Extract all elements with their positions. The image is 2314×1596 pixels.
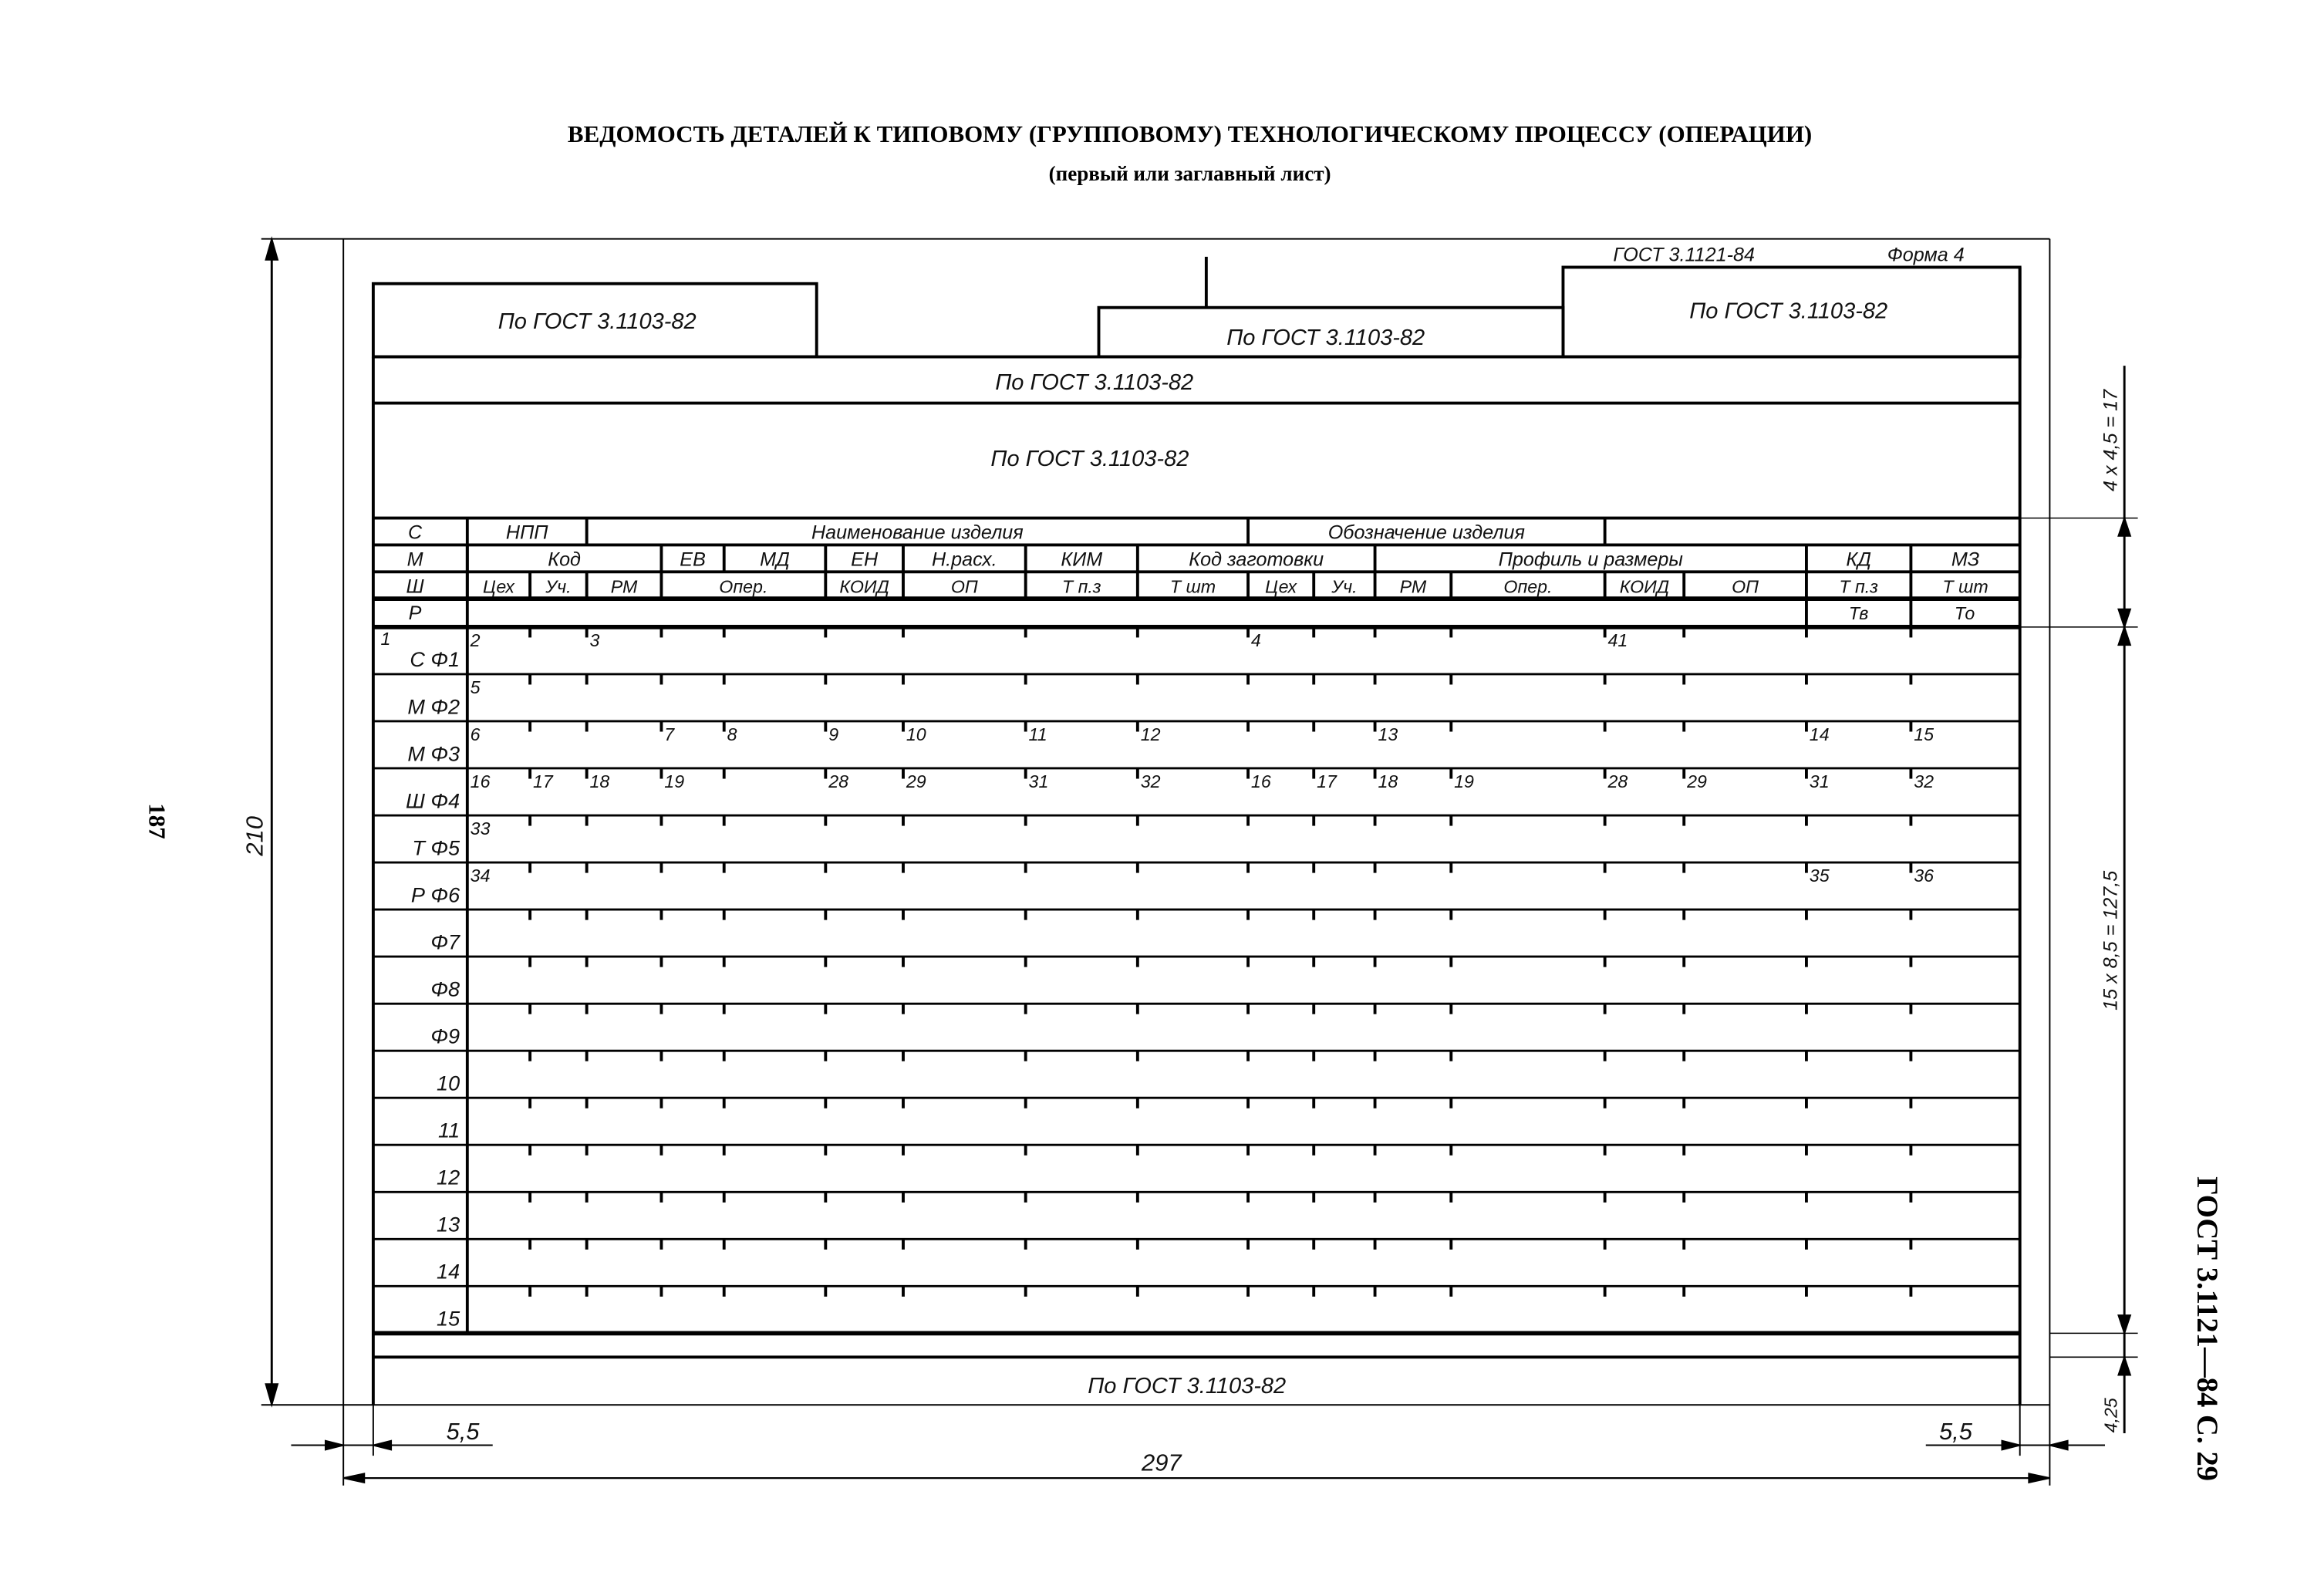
header-cell: Тв	[1848, 603, 1869, 624]
form-label: Форма 4	[1887, 244, 1965, 266]
header-cell: Код	[548, 548, 581, 571]
form-standard: ГОСТ 3.1121-84	[1613, 244, 1755, 266]
ref-box-1: По ГОСТ 3.1103-82	[498, 309, 697, 334]
cell-number: 16	[470, 771, 491, 792]
row-label: Φ9	[430, 1024, 460, 1048]
running-header: ГОСТ 3.1121—84 С. 29	[2191, 1176, 2224, 1482]
cell-number: 19	[1454, 771, 1474, 792]
cell-number: 17	[532, 771, 553, 792]
header-cell: Т шт	[1169, 576, 1216, 597]
parts-table	[373, 518, 2020, 1334]
header-cell: Наименование изделия	[811, 521, 1024, 544]
row-label: Р Φ6	[410, 882, 460, 907]
cell-number: 10	[906, 724, 926, 745]
row-label: 14	[437, 1259, 460, 1284]
dim-bottom: 4,25	[2100, 1398, 2121, 1433]
header-cell: Цех	[483, 576, 514, 597]
cell-number: 35	[1809, 865, 1830, 886]
row-number: 1	[380, 629, 391, 650]
cell-number: 16	[1250, 771, 1271, 792]
header-cell: То	[1954, 603, 1975, 624]
row-label: Φ7	[430, 930, 460, 954]
row-label: Φ8	[430, 977, 460, 1001]
cell-number: 2	[470, 630, 481, 651]
cell-number: 29	[906, 771, 926, 792]
cell-number: 15	[1914, 724, 1935, 745]
row-label: С Φ1	[410, 647, 460, 672]
cell-number: 18	[589, 771, 610, 792]
dimension-lines	[266, 239, 2138, 1483]
cell-number: 8	[727, 724, 737, 745]
title-block	[373, 257, 2020, 471]
row-label: 12	[437, 1165, 460, 1189]
header-cell: Т п.з	[1839, 576, 1878, 597]
header-cell: КД	[1846, 548, 1871, 571]
cell-number: 28	[1607, 771, 1628, 792]
cell-number: 31	[1028, 771, 1049, 792]
dim-body-rows: 15 x 8,5 = 127,5	[2100, 870, 2122, 1011]
header-cell: Опер.	[1503, 576, 1553, 597]
header-cell: МЗ	[1951, 548, 1980, 571]
header-cell: МД	[760, 548, 790, 571]
cell-number: 32	[1140, 771, 1161, 792]
header-cell: Уч.	[545, 576, 572, 597]
cell-number: 33	[470, 818, 491, 839]
cell-number: 7	[664, 724, 675, 745]
dim-margin-right: 5,5	[1938, 1417, 1972, 1445]
header-cell: РМ	[1399, 576, 1427, 597]
row-label: 10	[437, 1071, 460, 1095]
document-subtitle: (первый или заглавный лист)	[1048, 162, 1331, 186]
header-cell: Обозначение изделия	[1327, 521, 1525, 544]
header-cell: НПП	[505, 521, 548, 544]
cell-number: 12	[1140, 724, 1161, 745]
header-cell: Т шт	[1942, 576, 1988, 597]
ref-row-2: По ГОСТ 3.1103-82	[990, 446, 1189, 471]
header-cell: Опер.	[719, 576, 768, 597]
cell-number: 6	[470, 724, 481, 745]
header-cell: Код заготовки	[1189, 548, 1324, 571]
page-number-side: 187	[143, 803, 171, 839]
footer-block	[373, 1357, 2020, 1398]
header-cell: ЕВ	[680, 548, 706, 571]
cell-number: 36	[1914, 865, 1935, 886]
row-mark: Р	[408, 602, 422, 625]
dim-width: 297	[1141, 1449, 1182, 1476]
header-cell: КОИД	[839, 576, 889, 597]
cell-number: 11	[1028, 724, 1047, 745]
header-cell: КИМ	[1061, 548, 1103, 571]
cell-number: 5	[470, 677, 481, 698]
row-label: М Φ2	[407, 694, 460, 719]
row-label: 11	[438, 1118, 460, 1142]
cell-number: 19	[664, 771, 685, 792]
header-cell: Т п.з	[1061, 576, 1101, 597]
cell-number: 3	[589, 630, 600, 651]
dim-margin-left: 5,5	[446, 1417, 480, 1445]
ref-box-3: По ГОСТ 3.1103-82	[1689, 299, 1888, 324]
header-cell: Цех	[1265, 576, 1297, 597]
cell-number: 14	[1809, 724, 1830, 745]
document-title: ВЕДОМОСТЬ ДЕТАЛЕЙ К ТИПОВОМУ (ГРУППОВОМУ) ТЕХНОЛОГИЧЕСКОМУ ПРОЦЕССУ (ОПЕРАЦИИ)	[567, 120, 1813, 147]
cell-number: 9	[828, 724, 839, 745]
header-cell: КОИД	[1619, 576, 1670, 597]
cell-number: 29	[1687, 771, 1707, 792]
ref-row-1: По ГОСТ 3.1103-82	[995, 370, 1194, 396]
cell-number: 17	[1317, 771, 1337, 792]
cell-number: 34	[470, 865, 491, 886]
dim-height: 210	[241, 816, 268, 856]
dim-top-rows: 4 x 4,5 = 17	[2100, 389, 2122, 492]
row-label: Т Φ5	[412, 835, 460, 860]
cell-number: 4	[1250, 630, 1261, 651]
header-cell: ОП	[950, 576, 978, 597]
row-mark: Ш	[406, 575, 424, 598]
row-label: Ш Φ4	[405, 788, 460, 813]
cell-number: 32	[1914, 771, 1935, 792]
ref-box-2: По ГОСТ 3.1103-82	[1226, 326, 1425, 351]
header-cell: Профиль и размеры	[1498, 548, 1683, 571]
header-cell: Н.расх.	[931, 548, 997, 571]
cell-number: 13	[1378, 724, 1398, 745]
cell-number: 31	[1809, 771, 1830, 792]
row-label: М Φ3	[407, 741, 460, 766]
row-label: 15	[437, 1306, 460, 1331]
header-cell: ЕН	[851, 548, 879, 571]
header-cell: Уч.	[1331, 576, 1358, 597]
row-label: 13	[437, 1212, 460, 1237]
cell-number: 28	[828, 771, 849, 792]
cell-number: 41	[1607, 630, 1628, 651]
header-cell: РМ	[610, 576, 638, 597]
header-cell: ОП	[1732, 576, 1759, 597]
ref-footer: По ГОСТ 3.1103-82	[1088, 1373, 1287, 1399]
row-mark: С	[407, 521, 423, 544]
row-mark: М	[406, 548, 423, 571]
cell-number: 18	[1378, 771, 1398, 792]
